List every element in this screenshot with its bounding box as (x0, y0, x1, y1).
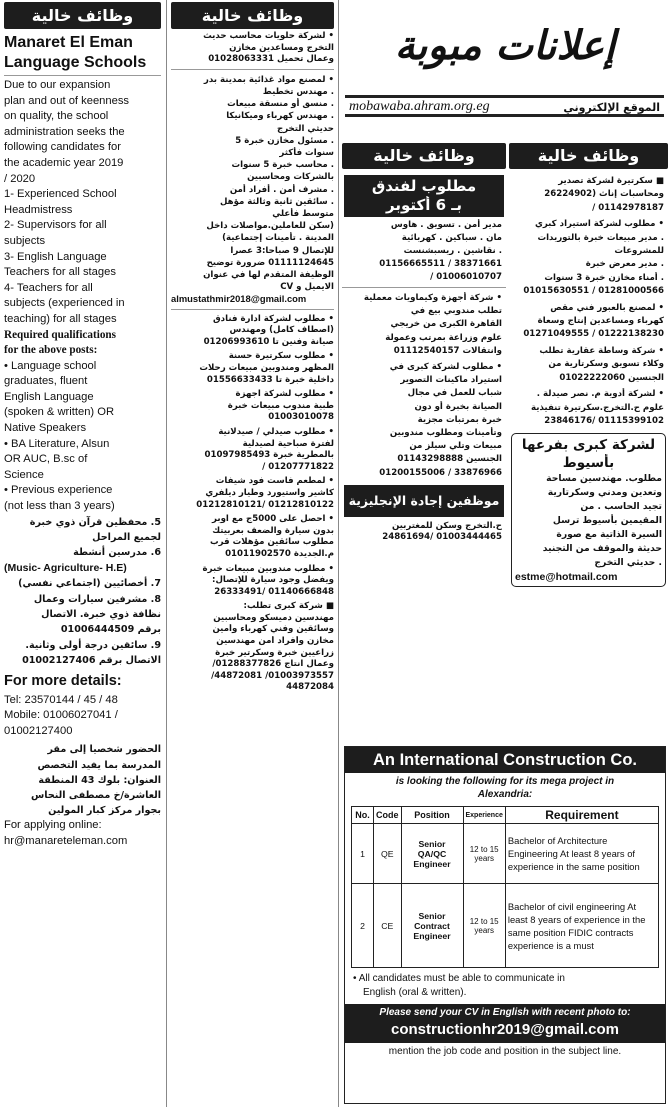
classifieds-logo: إعلانات مبوبة (394, 23, 616, 69)
assiut-ad (511, 433, 666, 587)
assiut-ad-title: لشركة كبرى بفرعها بأسيوط (521, 437, 656, 472)
classified-ad: • احصل على 5000ج مع اوبر بدون سيارة والضعف بعربيتك مطلوب سائقين مؤهلات قرب م.الجديدة 01011902570 (210, 514, 334, 559)
classified-ad: • شركة أجهزة وكيماويات معملية تطلب مندوبي بيع في القاهرة الكبرى من خريجي علوم وزراعة بمرتب وعمولة وانتقالات 01112540157 (363, 293, 502, 356)
subcolumn-left (342, 143, 506, 545)
school-contact: For more details: Tel: 23570144 / 45 / 48 Mobile: 01006027041 / 01002127400 (4, 672, 161, 740)
column-classifieds-3 (340, 0, 669, 1107)
more-details-heading: For more details: (4, 672, 122, 689)
english-ad-title: موظفين إجادة الإنجليزية (344, 485, 504, 517)
construction-note: • All candidates must be able to communicate in English (oral & written). (353, 973, 565, 998)
school-email[interactable]: hr@manareteleman.com (4, 835, 128, 848)
table-row: 2 CE Senior Contract Engineer 12 to 15 years Bachelor of civil engineering At least 8 years of experience in the same position FIDIC contracts experience is a must (352, 884, 659, 968)
website-bar (345, 95, 664, 117)
classified-ad: • مطلوب لشركة كبرى في استيراد ماكينات التصوير شباب للعمل في مجال الصيانة بخبرة أو دون خبرة بمرتبات مجزية وتأمينات ومطلوب مندوبين مبيعات وتلي سيلز من الجنسين 01143298888 33876966 / 01200155006 (379, 362, 502, 478)
construction-send-box: Please send your CV in English with recent photo to: constructionhr2019@gmail.com (345, 1004, 665, 1043)
classified-ad: • لشركة حلويات محاسب حديث التخرج ومساعدين مخازن وعمال تحميل 01028063331 (203, 31, 334, 65)
classified-ad: • مطلوب مندوبين مبيعات خبرة ويفضل وجود سيارة للإتصال: 01140666848 /26333491 (202, 563, 334, 597)
jobs-header: وظائف خالية (171, 2, 334, 29)
school-body: Due to our expansion plan and out of keenness on quality, the school administration seeks the following candidates for the academic year 2019 / 2020 1- Experienced School Headmistress 2- Supervisors for all subjects 3- English Language Teachers for all stages 4- Teachers for all subjects (experienced in teaching) for all stages Required qualifications for the above posts: • Language school graduates, fluent English Language (spoken & written) OR Native Speakers • BA Literature, Alsun OR AUC, B.sc of Science • Previous experience (not less than 3 years) (4, 79, 130, 513)
school-apply: For applying online: hr@manareteleman.com (4, 818, 161, 849)
school-arabic-positions: 5. محفظين قرآن ذوي خبرة لجميع المراحل 6. مدرسين أنشطة (Music- Agriculture- H.E) 7. أخصائيين (اجتماعي نفسي) 8. مشرفين سيارات وعمال نظافة ذوي خبرة. الاتصال برقم 01006444509 9. سائقين درجة أولى وثانية. الاتصال برقم 01002127406 (4, 516, 161, 667)
classified-ad: • مطلوب لشركة اجهزة طبية مندوب مبيعات خبرة 01003010078 (227, 389, 334, 423)
classified-ad: • مطلوب صيدلي / صيدلانية لفترة صباحية لصيدلية بالمطرية خبرة 01097985493 01207771822 / (204, 426, 334, 472)
jobs-header: وظائف خالية (4, 2, 161, 29)
classified-ad: • لمطعم فاست فود شيفات كاشير واستيورد وطيار ديلفري 01212810122 /01212810121 (196, 476, 334, 510)
construction-email[interactable]: constructionhr2019@gmail.com (390, 1021, 620, 1038)
school-title (4, 33, 161, 73)
school-title-line: Manaret El Eman (4, 34, 133, 51)
table-header-row: No. Code Position Experience Requirement (352, 807, 659, 824)
classified-ad: • لمصنع مواد غذائية بمدينة بدر . مهندس تخطيط . منسق أو منسقة مبيعات . مهندس كهرباء وميكانيكا حديثي التخرج . مسئول مخازن خبرة 5 سنوات فأكثر . محاسب خبرة 5 سنوات بالشركات ومحاسبين . مشرف أمن . أفراد أمن . سائقين ثانية وثالثة مؤهل متوسط فأعلي (سكن للعاملين.مواصلات داخل المدينة . تأمينات إجتماعية) للإتصال 9 صباحا:3 عصرا 01111124645 ضرورة توضيح الوظيفة المتقدم لها في عنوان الايميل و CV almustathmir2018@gmail.com (171, 74, 334, 305)
school-title-line: Language Schools (4, 54, 147, 71)
assiut-ad-body: مطلوب. مهندسين مساحة وتعدين ومدني وسكرتارية تجيد الحاسب . من المقيمين بأسيوط ترسل السيرة الذاتية مع صورة حديثة والموقف من التجنيد . حديثي التخرج estme@hotmail.com (515, 473, 662, 584)
classified-ad: • لشركة أدوية م. نصر صيدلة . علوم ح.التخرج.سكرتيرة تنفيذية 01115399102 /23846176 (531, 389, 664, 426)
subcolumn-right (509, 143, 668, 587)
construction-subtitle: is looking the following for its mega project in (395, 776, 615, 787)
classified-ad: • شركة وساطة عقارية تطلب وكلاء تسويق وسكرتارية من الجنسين 01022222060 (539, 345, 664, 383)
english-ad-body: ح.التخرج وسكن للمغتربين 01003444465 /24861694 (382, 520, 502, 543)
ad-email[interactable]: estme@hotmail.com (515, 571, 618, 584)
website-label: الموقع الإلكتروني (563, 101, 660, 114)
ad-email[interactable]: almustathmir2018@gmail.com (171, 293, 307, 305)
school-address: الحضور شخصيا إلى مقر المدرسة بما يفيد التخصص العنوان: بلوك 43 المنطقة العاشرة/خ مصطفى النحاس بجوار مركز كبار المولين (31, 744, 161, 817)
column-school-ad (0, 0, 165, 1107)
classified-ad: • مطلوب سكرتيرة حسنة المظهر ومندوبين مبيعات رحلات داخلية خبرة تا 01556633433 (199, 351, 334, 385)
construction-subtitle: Alexandria: (477, 789, 533, 800)
positions-table (351, 806, 659, 968)
classified-ad: ■ سكرتيرة لشركة تصدير ومحاسبات إناث (26224902 01142978187 / (544, 176, 664, 213)
construction-ad (344, 746, 666, 1104)
jobs-header: وظائف خالية (509, 143, 668, 169)
table-row: 1 QE Senior QA/QC Engineer 12 to 15 years Bachelor of Architecture Engineering At least 8 years of experience in the same position (352, 824, 659, 884)
hotel-ad-title: مطلوب لفندق بـ 6 أكتوبر (344, 175, 504, 217)
column-classifieds-2 (168, 0, 337, 1107)
classified-ad: ■ شركة كبرى تطلب: مهندسين دميسكو ومحاسبين وسائقين وفني كهرباء وأمين مخازن وأفراد أمن مهندسين زراعيين خبرة وسكرتير خبرة وعمال انتاج 01288377826/ 01003973557/ 44872081/ 44872084 (211, 601, 334, 693)
website-url[interactable]: mobawaba.ahram.org.eg (349, 99, 490, 114)
hotel-ad-body: مدير أمن . تسويق . هاوس مان . سباكين . كهربائية . نقاشين . ريسبشنست 38371661 / 01156665511 01006010707 / (379, 220, 502, 282)
jobs-header: وظائف خالية (342, 143, 506, 169)
classified-ad: • مطلوب لشركة استيراد كبري . مدير مبيعات خبرة بالتوريدات للمشروعات . مدير معرض خبرة . أمناء مخازن خبرة 3 سنوات 01281000566 / 01015630551 (523, 219, 664, 297)
construction-footer: mention the job code and position in the subject line. (388, 1046, 622, 1057)
classified-ad: • لمصنع بالعبور فني مقص كهرباء ومساعدين إنتاج وسعاة 01222138230 / 01271049555 (523, 302, 664, 340)
construction-title: An International Construction Co. (345, 747, 665, 773)
classified-ad: • مطلوب لشركة ادارة فنادق (اصطاف كامل) ومهندس صيانة وفنين تا 01206993610 (203, 313, 334, 347)
